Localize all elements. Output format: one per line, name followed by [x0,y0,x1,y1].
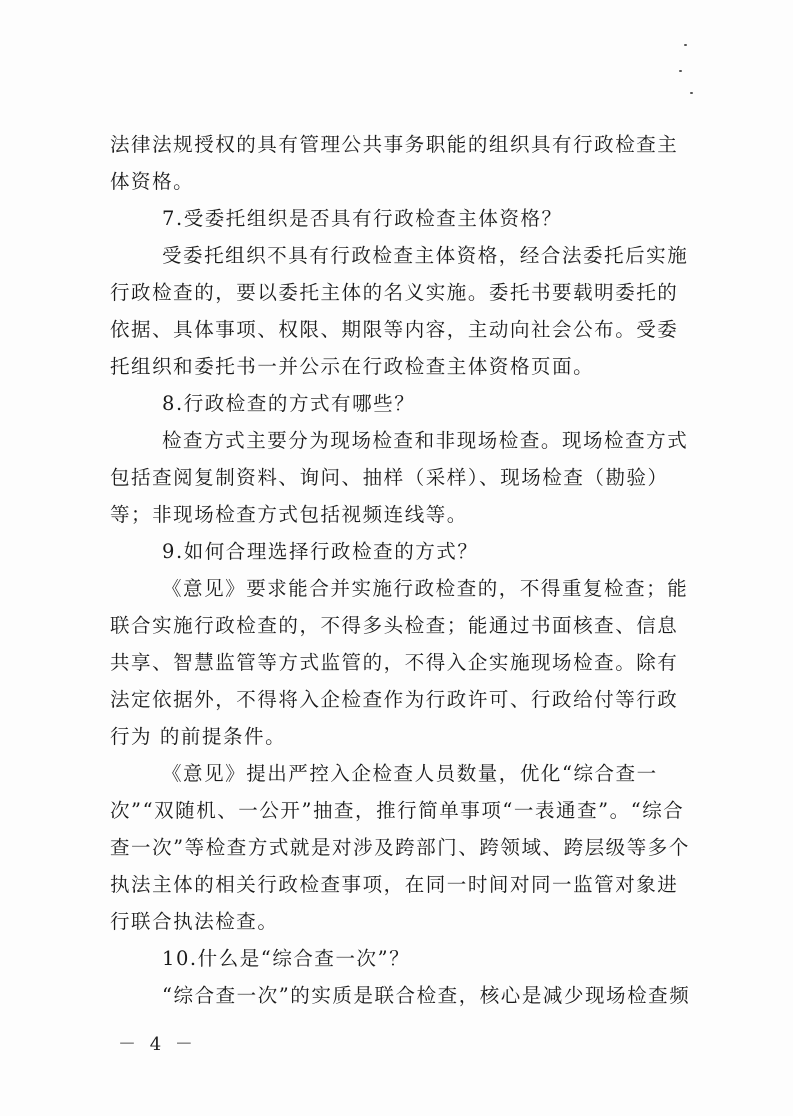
question-heading: 8.行政检查的方式有哪些？ [162,392,416,415]
page-number: － 4 － [118,1034,197,1055]
question-heading: 10.什么是“综合查一次”？ [162,947,411,970]
body-line: 托组织和委托书一并公示在行政检查主体资格页面。 [110,355,595,378]
body-line: 《意见》要求能合并实施行政检查的，不得重复检查；能 [162,577,689,600]
body-line: 法律法规授权的具有管理公共事务职能的组织具有行政检查主 [110,133,679,156]
body-line: “综合查一次”的实质是联合检查，核心是减少现场检查频 [162,984,691,1007]
body-line: 查一次”等检查方式就是对涉及跨部门、跨领域、跨层级等多个 [110,836,690,859]
body-line: 依据、具体事项、权限、期限等内容，主动向社会公布。受委 [110,318,679,341]
body-line: 检查方式主要分为现场检查和非现场检查。现场检查方式 [162,429,689,452]
question-heading: 9.如何合理选择行政检查的方式？ [162,540,479,563]
body-line: 等；非现场检查方式包括视频连线等。 [110,503,468,526]
body-line: 执法主体的相关行政检查事项，在同一时间对同一监管对象进 [110,873,679,896]
body-line: 《意见》提出严控入企检查人员数量，优化“综合查一 [162,762,658,785]
body-line: 联合实施行政检查的，不得多头检查；能通过书面核查、信息 [110,614,679,637]
scan-speck [684,44,687,46]
body-line: 法定依据外，不得将入企检查作为行政许可、行政给付等行政 [110,688,679,711]
body-line: 共享、智慧监管等方式监管的，不得入企实施现场检查。除有 [110,651,679,674]
scan-speck [679,70,682,72]
body-line: 行联合执法检查。 [110,910,279,933]
question-heading: 7.受委托组织是否具有行政检查主体资格？ [162,207,563,230]
body-line: 受委托组织不具有行政检查主体资格，经合法委托后实施 [162,244,689,267]
body-line: 体资格。 [110,170,195,193]
document-body [110,126,700,1014]
scan-speck [690,92,693,94]
body-line: 行政检查的，要以委托主体的名义实施。委托书要载明委托的 [110,281,679,304]
body-line: 次”“双随机、一公开”抽查，推行简单事项“一表通查”。“综合 [110,799,685,822]
body-line: 行为 的前提条件。 [110,725,287,748]
body-line: 包括查阅复制资料、询问、抽样（采样）、现场检查（勘验） [110,466,669,489]
